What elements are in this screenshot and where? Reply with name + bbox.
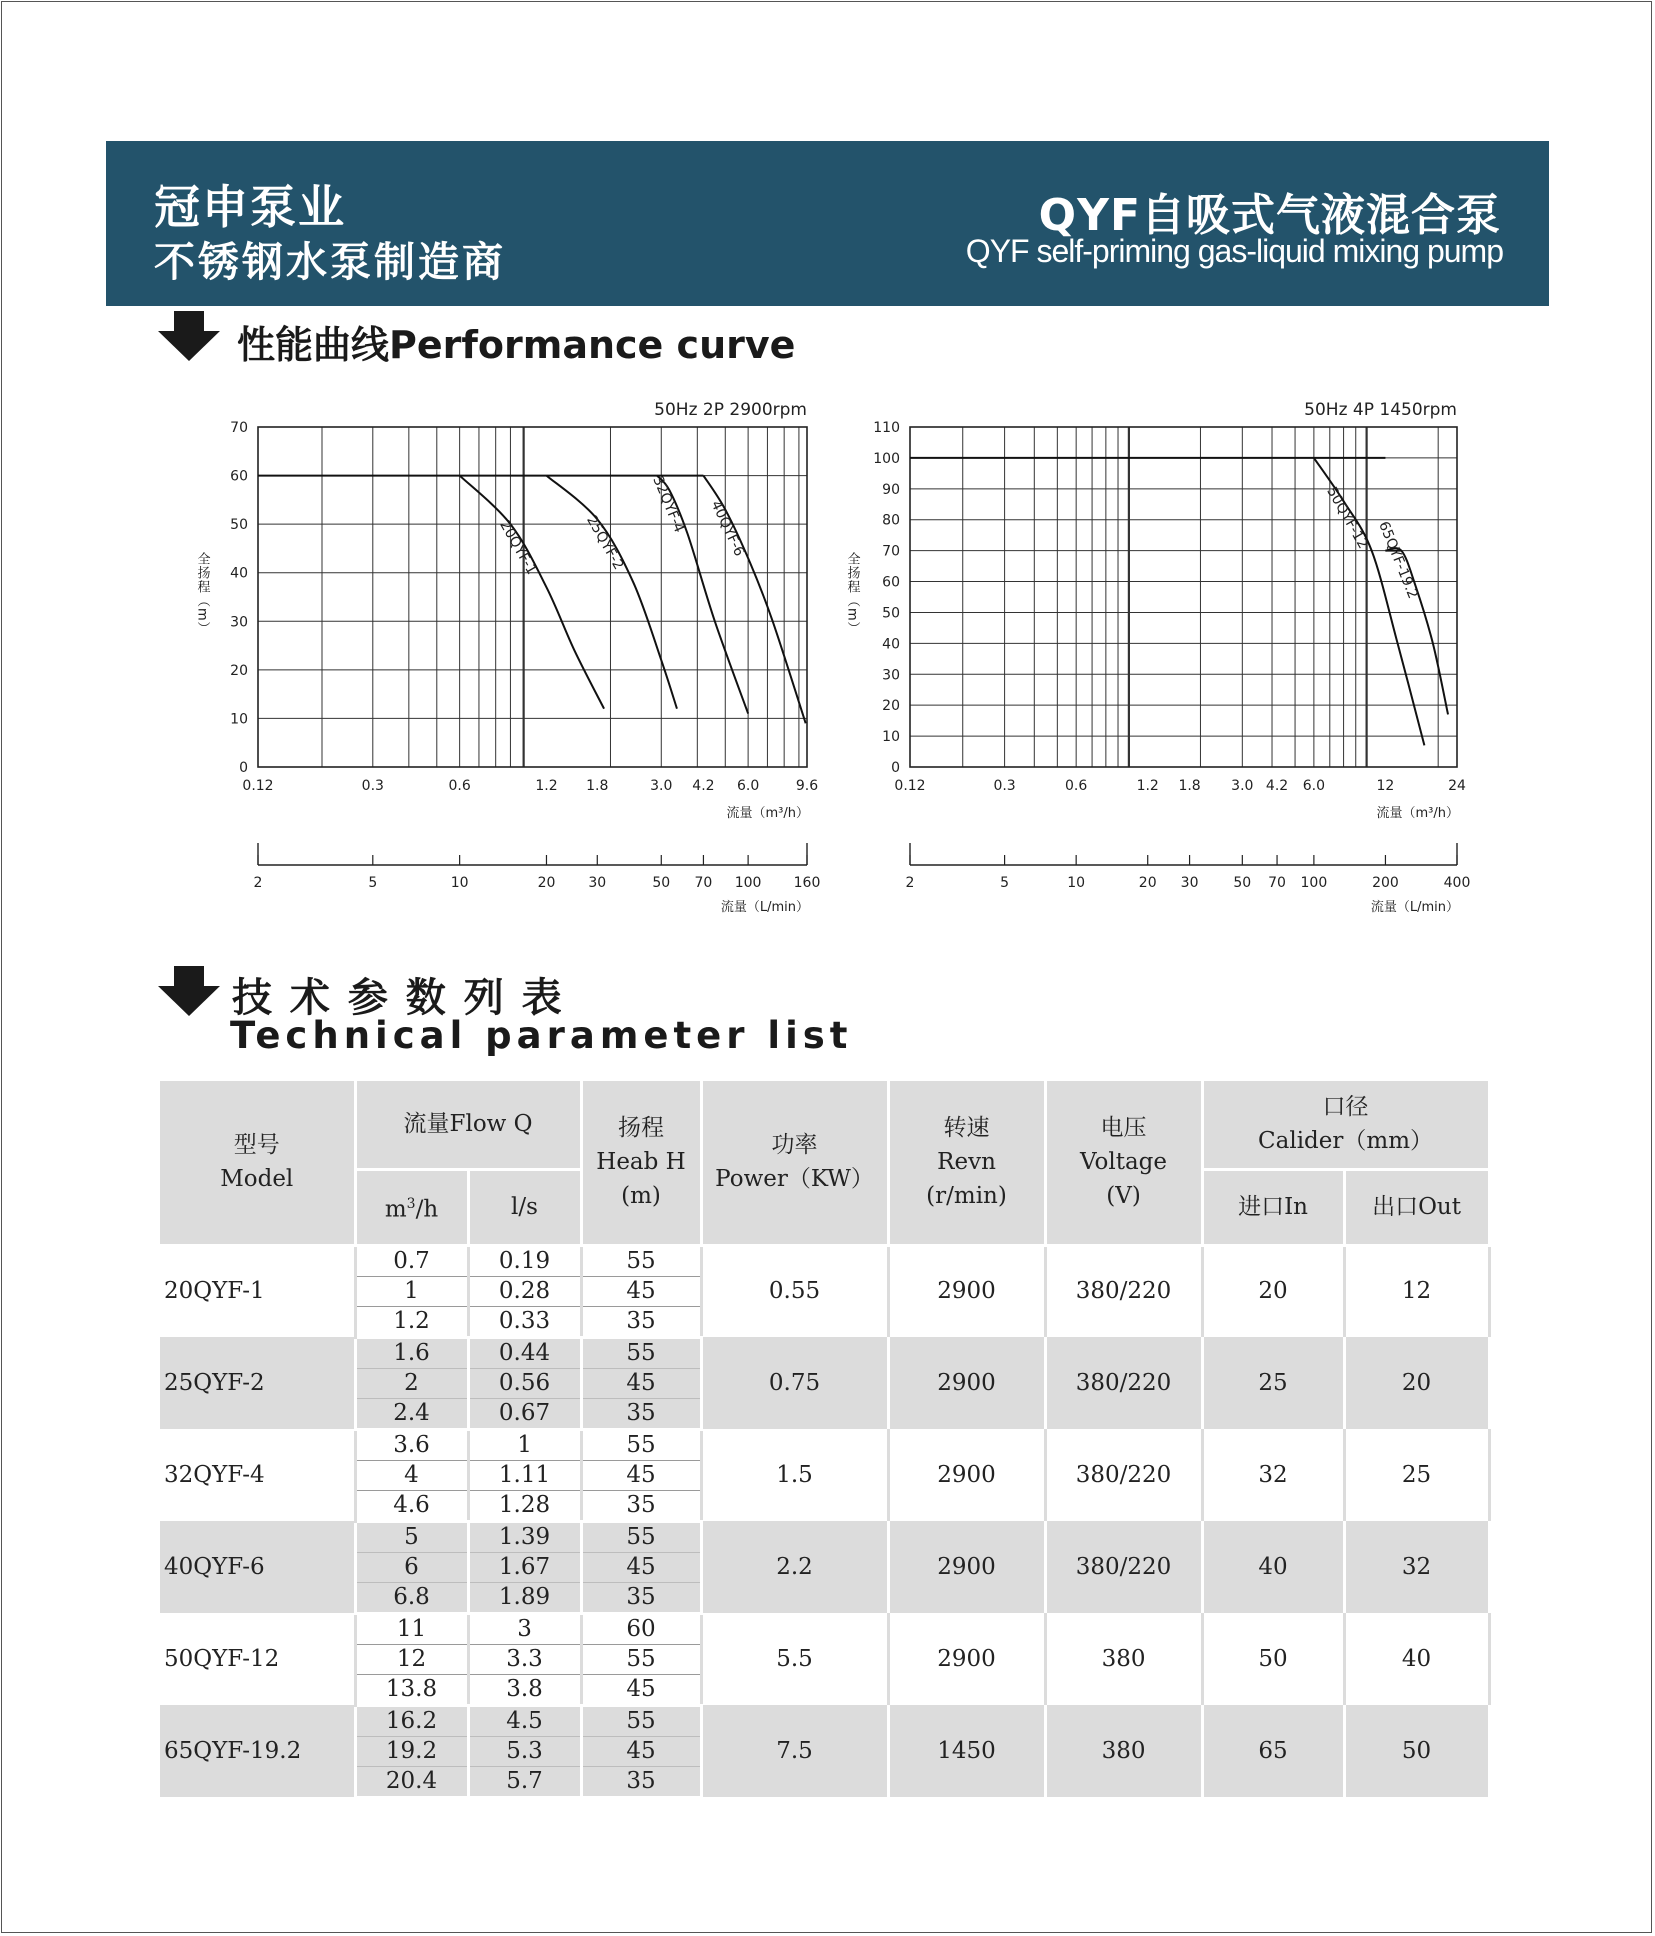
y-tick-label: 0 xyxy=(891,760,900,776)
header-power xyxy=(701,1081,888,1245)
chart-title: 50Hz 4P 1450rpm xyxy=(1304,400,1457,420)
header-speed-en: Revn xyxy=(937,1149,996,1176)
cell-power: 0.55 xyxy=(701,1245,888,1337)
unit-m: m xyxy=(384,1196,407,1223)
cell-inlet: 65 xyxy=(1202,1705,1344,1797)
header-voltage-en: Voltage xyxy=(1080,1149,1168,1176)
cell-flow-m3h: 1 xyxy=(355,1276,468,1306)
x2-tick-label: 100 xyxy=(734,875,762,891)
cell-flow-ls: 1 xyxy=(468,1429,581,1460)
cell-head: 35 xyxy=(581,1582,701,1613)
header-caliber-cn: 口径 xyxy=(1322,1094,1369,1121)
x2-tick-label: 2 xyxy=(905,875,915,891)
cell-flow-ls: 0.19 xyxy=(468,1245,581,1276)
cell-flow-m3h: 13.8 xyxy=(355,1674,468,1705)
cell-head: 35 xyxy=(581,1490,701,1521)
cell-speed: 2900 xyxy=(888,1337,1045,1429)
y-tick-label: 60 xyxy=(230,468,248,485)
header-caliber-en: Calider（mm） xyxy=(1258,1128,1434,1155)
x-tick-label: 6.0 xyxy=(736,778,760,794)
cell-power: 2.2 xyxy=(701,1521,888,1613)
header-flow-m3h xyxy=(355,1169,468,1245)
cell-flow-m3h: 0.7 xyxy=(355,1245,468,1276)
cell-head: 55 xyxy=(581,1337,701,1368)
cell-head: 55 xyxy=(581,1644,701,1674)
performance-chart-2p xyxy=(180,395,830,915)
x-tick-label: 6.0 xyxy=(1302,778,1326,794)
cell-head: 60 xyxy=(581,1613,701,1644)
x2-axis-label: 流量（L/min） xyxy=(1370,900,1459,915)
cell-power: 1.5 xyxy=(701,1429,888,1521)
cell-outlet: 32 xyxy=(1344,1521,1489,1613)
series-label: 40QYF-6 xyxy=(707,498,748,559)
plot-frame xyxy=(910,427,1457,767)
performance-section-title: 性能曲线Performance curve xyxy=(237,323,796,367)
x2-tick-label: 10 xyxy=(1067,875,1086,891)
down-arrow-icon xyxy=(158,311,220,361)
cell-speed: 2900 xyxy=(888,1521,1045,1613)
x-axis-label: 流量（m³/h） xyxy=(726,806,809,821)
cell-inlet: 20 xyxy=(1202,1245,1344,1337)
series-line xyxy=(546,476,676,709)
cell-flow-ls: 0.67 xyxy=(468,1398,581,1429)
y-tick-label: 50 xyxy=(230,517,248,534)
series-label: 32QYF-4 xyxy=(649,473,687,535)
cell-power: 0.75 xyxy=(701,1337,888,1429)
x2-tick-label: 5 xyxy=(368,875,378,891)
header-flow: 流量Flow Q xyxy=(355,1081,581,1169)
table-row xyxy=(160,1337,1489,1368)
header-power-cn: 功率 xyxy=(771,1132,818,1159)
down-arrow-icon xyxy=(158,966,220,1016)
x2-axis-label: 流量（L/min） xyxy=(720,900,809,915)
header-head xyxy=(581,1081,701,1245)
cell-flow-ls: 1.28 xyxy=(468,1490,581,1521)
cell-head: 45 xyxy=(581,1674,701,1705)
cell-head: 35 xyxy=(581,1306,701,1337)
y-axis-label: 全扬程（m） xyxy=(844,552,860,636)
cell-flow-ls: 1.89 xyxy=(468,1582,581,1613)
x2-tick-label: 2 xyxy=(253,875,263,891)
cell-flow-ls: 0.28 xyxy=(468,1276,581,1306)
cell-voltage: 380 xyxy=(1045,1705,1202,1797)
cell-power: 7.5 xyxy=(701,1705,888,1797)
header-speed-unit: (r/min) xyxy=(926,1183,1007,1210)
cell-flow-ls: 1.11 xyxy=(468,1460,581,1490)
cell-flow-ls: 5.7 xyxy=(468,1766,581,1797)
cell-head: 45 xyxy=(581,1460,701,1490)
y-axis-label: 全扬程（m） xyxy=(194,552,210,636)
unit-sup: 3 xyxy=(406,1196,416,1213)
x-tick-label: 12 xyxy=(1376,778,1395,794)
cell-flow-ls: 1.67 xyxy=(468,1552,581,1582)
cell-flow-ls: 3.3 xyxy=(468,1644,581,1674)
y-tick-label: 10 xyxy=(882,729,900,746)
cell-flow-ls: 3.8 xyxy=(468,1674,581,1705)
header-model-cn: 型号 xyxy=(233,1132,280,1159)
header-model xyxy=(160,1081,355,1245)
performance-chart-4p xyxy=(830,395,1490,915)
cell-flow-m3h: 12 xyxy=(355,1644,468,1674)
x-tick-label: 24 xyxy=(1448,778,1466,794)
cell-flow-ls: 0.44 xyxy=(468,1337,581,1368)
cell-power: 5.5 xyxy=(701,1613,888,1705)
cell-outlet: 25 xyxy=(1344,1429,1489,1521)
cell-flow-m3h: 16.2 xyxy=(355,1705,468,1736)
table-row xyxy=(160,1705,1489,1736)
y-tick-label: 30 xyxy=(230,614,248,631)
header-head-en: Heab H xyxy=(596,1149,686,1176)
cell-head: 35 xyxy=(581,1766,701,1797)
x-axis-label: 流量（m³/h） xyxy=(1376,806,1459,821)
header-caliber xyxy=(1202,1081,1489,1169)
table-row xyxy=(160,1245,1489,1276)
brand-name: 冠申泵业 xyxy=(154,180,346,234)
x2-tick-label: 70 xyxy=(694,875,713,891)
cell-flow-m3h: 4.6 xyxy=(355,1490,468,1521)
cell-model: 50QYF-12 xyxy=(160,1613,355,1705)
x2-tick-label: 5 xyxy=(1000,875,1010,891)
y-tick-label: 50 xyxy=(882,605,900,622)
x2-tick-label: 10 xyxy=(450,875,469,891)
y-tick-label: 10 xyxy=(230,711,248,728)
y-tick-label: 90 xyxy=(882,481,900,498)
y-tick-label: 110 xyxy=(873,420,900,436)
cell-head: 45 xyxy=(581,1276,701,1306)
cell-model: 25QYF-2 xyxy=(160,1337,355,1429)
header-speed-cn: 转速 xyxy=(943,1115,990,1142)
chart-title: 50Hz 2P 2900rpm xyxy=(654,400,807,420)
brand-tagline: 不锈钢水泵制造商 xyxy=(154,238,506,286)
x2-tick-label: 160 xyxy=(793,875,821,891)
cell-head: 55 xyxy=(581,1521,701,1552)
cell-head: 55 xyxy=(581,1245,701,1276)
cell-outlet: 20 xyxy=(1344,1337,1489,1429)
cell-flow-m3h: 6 xyxy=(355,1552,468,1582)
cell-inlet: 50 xyxy=(1202,1613,1344,1705)
cell-voltage: 380 xyxy=(1045,1613,1202,1705)
x-tick-label: 4.2 xyxy=(692,778,715,794)
header-model-en: Model xyxy=(220,1166,294,1193)
parameter-table xyxy=(160,1081,1491,1799)
cell-model: 20QYF-1 xyxy=(160,1245,355,1337)
header-head-unit: (m) xyxy=(621,1183,661,1210)
product-title-cn: QYF自吸式气液混合泵 xyxy=(1038,190,1501,241)
x-tick-label: 1.8 xyxy=(1178,778,1201,794)
header-flow-ls: l/s xyxy=(468,1169,581,1245)
cell-flow-m3h: 4 xyxy=(355,1460,468,1490)
table-body xyxy=(160,1245,1489,1797)
cell-head: 55 xyxy=(581,1705,701,1736)
cell-inlet: 25 xyxy=(1202,1337,1344,1429)
technical-section-title-en: Technical parameter list xyxy=(230,1014,853,1057)
header-voltage-cn: 电压 xyxy=(1100,1115,1147,1142)
unit-per-h: /h xyxy=(415,1196,439,1223)
cell-model: 65QYF-19.2 xyxy=(160,1705,355,1797)
x-tick-label: 0.6 xyxy=(448,778,471,794)
x2-tick-label: 400 xyxy=(1443,875,1471,891)
cell-inlet: 32 xyxy=(1202,1429,1344,1521)
x2-tick-label: 200 xyxy=(1372,875,1399,891)
cell-speed: 1450 xyxy=(888,1705,1045,1797)
y-tick-label: 70 xyxy=(882,543,900,560)
x-tick-label: 1.8 xyxy=(586,778,609,794)
header-voltage xyxy=(1045,1081,1202,1245)
y-tick-label: 40 xyxy=(882,636,900,653)
cell-model: 32QYF-4 xyxy=(160,1429,355,1521)
cell-flow-m3h: 2 xyxy=(355,1368,468,1398)
product-title-en: QYF self-priming gas-liquid mixing pump xyxy=(965,233,1503,269)
cell-speed: 2900 xyxy=(888,1429,1045,1521)
cell-flow-m3h: 1.2 xyxy=(355,1306,468,1337)
y-tick-label: 40 xyxy=(230,565,248,582)
header-outlet: 出口Out xyxy=(1344,1169,1489,1245)
cell-outlet: 12 xyxy=(1344,1245,1489,1337)
y-tick-label: 0 xyxy=(239,760,248,776)
x2-tick-label: 30 xyxy=(588,875,607,891)
cell-flow-ls: 0.56 xyxy=(468,1368,581,1398)
cell-speed: 2900 xyxy=(888,1613,1045,1705)
header-voltage-unit: (V) xyxy=(1106,1183,1141,1210)
cell-model: 40QYF-6 xyxy=(160,1521,355,1613)
y-tick-label: 100 xyxy=(873,450,900,467)
cell-flow-m3h: 20.4 xyxy=(355,1766,468,1797)
y-tick-label: 80 xyxy=(882,512,900,529)
x-tick-label: 3.0 xyxy=(1231,778,1254,794)
grid xyxy=(258,427,807,767)
grid xyxy=(910,427,1457,767)
x2-tick-label: 70 xyxy=(1268,875,1286,891)
y-tick-label: 70 xyxy=(230,420,248,436)
cell-head: 45 xyxy=(581,1552,701,1582)
x-tick-label: 3.0 xyxy=(650,778,673,794)
cell-outlet: 50 xyxy=(1344,1705,1489,1797)
series-line xyxy=(460,476,604,709)
table-row xyxy=(160,1613,1489,1644)
series-label: 50QYF-12 xyxy=(1323,484,1371,552)
technical-section-title-cn: 技 术 参 数 列 表 xyxy=(232,975,564,1021)
cell-head: 35 xyxy=(581,1398,701,1429)
cell-flow-ls: 1.39 xyxy=(468,1521,581,1552)
cell-flow-ls: 0.33 xyxy=(468,1306,581,1337)
x-tick-label: 1.2 xyxy=(1136,778,1159,794)
y-tick-label: 20 xyxy=(882,698,900,715)
header-power-en: Power（KW） xyxy=(715,1166,874,1193)
header-banner xyxy=(106,141,1549,306)
cell-flow-m3h: 1.6 xyxy=(355,1337,468,1368)
x2-tick-label: 100 xyxy=(1300,875,1328,891)
cell-flow-m3h: 11 xyxy=(355,1613,468,1644)
cell-voltage: 380/220 xyxy=(1045,1521,1202,1613)
cell-voltage: 380/220 xyxy=(1045,1429,1202,1521)
plot-frame xyxy=(258,427,807,767)
table-row xyxy=(160,1429,1489,1460)
x2-tick-label: 20 xyxy=(1138,875,1157,891)
cell-inlet: 40 xyxy=(1202,1521,1344,1613)
cell-voltage: 380/220 xyxy=(1045,1337,1202,1429)
cell-flow-ls: 4.5 xyxy=(468,1705,581,1736)
cell-head: 55 xyxy=(581,1429,701,1460)
header-head-cn: 扬程 xyxy=(618,1115,665,1142)
x-tick-label: 0.6 xyxy=(1065,778,1088,794)
x2-tick-label: 20 xyxy=(537,875,556,891)
x2-tick-label: 50 xyxy=(1233,875,1252,891)
x2-tick-label: 50 xyxy=(652,875,671,891)
cell-speed: 2900 xyxy=(888,1245,1045,1337)
cell-flow-ls: 3 xyxy=(468,1613,581,1644)
series-label: 25QYF-2 xyxy=(583,513,627,573)
x-tick-label: 1.2 xyxy=(535,778,558,794)
cell-flow-m3h: 3.6 xyxy=(355,1429,468,1460)
y-tick-label: 60 xyxy=(882,574,900,591)
cell-flow-m3h: 2.4 xyxy=(355,1398,468,1429)
cell-outlet: 40 xyxy=(1344,1613,1489,1705)
cell-flow-m3h: 19.2 xyxy=(355,1736,468,1766)
cell-flow-ls: 5.3 xyxy=(468,1736,581,1766)
series-label: 65QYF-19.2 xyxy=(1375,519,1421,601)
cell-head: 45 xyxy=(581,1736,701,1766)
y-tick-label: 30 xyxy=(882,667,900,684)
x-tick-label: 0.12 xyxy=(894,778,926,794)
cell-flow-m3h: 5 xyxy=(355,1521,468,1552)
cell-voltage: 380/220 xyxy=(1045,1245,1202,1337)
series-label: 20QYF-1 xyxy=(496,517,540,578)
x-tick-label: 0.12 xyxy=(242,778,274,794)
x-tick-label: 4.2 xyxy=(1265,778,1289,794)
x-tick-label: 9.6 xyxy=(795,778,819,794)
header-inlet: 进口In xyxy=(1202,1169,1344,1245)
cell-head: 45 xyxy=(581,1368,701,1398)
header-speed xyxy=(888,1081,1045,1245)
table-row xyxy=(160,1521,1489,1552)
x-tick-label: 0.3 xyxy=(993,778,1016,794)
x2-tick-label: 30 xyxy=(1180,875,1199,891)
y-tick-label: 20 xyxy=(230,662,248,679)
cell-flow-m3h: 6.8 xyxy=(355,1582,468,1613)
x-tick-label: 0.3 xyxy=(361,778,384,794)
